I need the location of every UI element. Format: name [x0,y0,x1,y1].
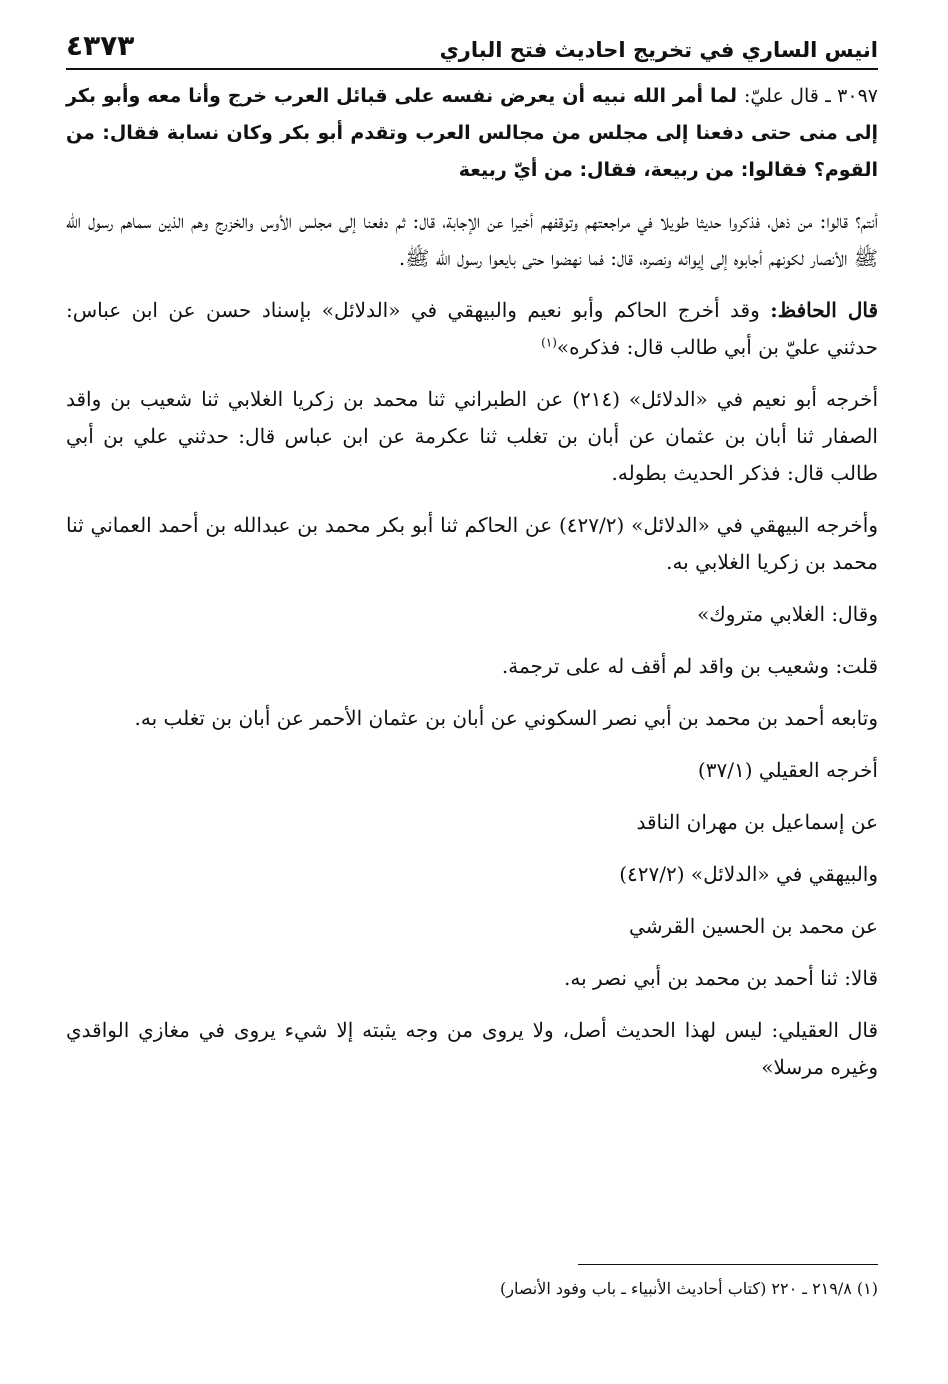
hafiz-text: وقد أخرج الحاكم وأبو نعيم والبيهقي في «الدلائل» بإسناد حسن عن ابن عباس: حدثني عليّ بن أبي طالب قال: فذكره» [66,298,878,359]
paragraph-7: وتابعه أحمد بن محمد بن أبي نصر السكوني عن أبان بن عثمان الأحمر عن أبان بن تغلب به. [134,706,878,730]
hadith-number: ٣٠٩٧ ـ قال عليّ: [743,85,878,107]
paragraph-5: وقال: الغلابي متروك» [697,602,878,626]
paragraph-3: أخرجه أبو نعيم في «الدلائل» (٢١٤) عن الطبراني ثنا محمد بن زكريا الغلابي ثنا شعيب بن واقد الصفار ثنا أبان بن عثمان عن أبان بن تغلب ثنا عكرمة عن ابن عباس قال: حدثني علي بن أبي طالب قال: فذكر الحديث بطوله. [66,387,878,485]
footnote-divider [578,1264,878,1265]
paragraph-6: قلت: وشعيب بن واقد لم أقف له على ترجمة. [501,654,878,678]
paragraph-10: والبيهقي في «الدلائل» (٤٢٧/٢) [619,862,878,886]
footnote-marker[interactable]: (١) [541,335,557,350]
hafiz-label: قال الحافظ: [770,298,879,322]
page-body [66,78,878,1086]
book-title: انيس الساري في تخريج احاديث فتح الباري [439,38,878,62]
running-header [66,24,878,70]
page-number: ٤٣٧٣ [66,29,135,62]
paragraph-9: عن إسماعيل بن مهران الناقد [636,810,878,834]
paragraph-8: أخرجه العقيلي (٣٧/١) [697,758,878,782]
hadith-paragraph [66,78,878,189]
paragraph-11: عن محمد بن الحسين القرشي [629,914,878,938]
paragraph-12: قالا: ثنا أحمد بن محمد بن أبي نصر به. [564,966,878,990]
paragraph-1: أنتم؟ قالوا: من ذهل، فذكروا حديثا طويلا في مراجعتهم وتوقفهم أخيرا عن الإجابة، قال: ثم دفعنا إلى مجلس الأوس والخزرج وهم الذين سماهم رسول الله ﷺ الأنصار لكونهم أجابوه إلى إيوائه ونصره، قال: فما نهضوا حتى بايعوا رسول الله ﷺ. [66,209,878,270]
book-page [66,24,878,1364]
paragraph-13: قال العقيلي: ليس لهذا الحديث أصل، ولا يروى من وجه يثبته إلا شيء يروى في مغازي الواقدي وغيره مرسلا» [66,1018,878,1079]
hadith-text: لما أمر الله نبيه أن يعرض نفسه على قبائل العرب خرج وأنا معه وأبو بكر إلى منى حتى دفعنا إلى مجلس من مجالس العرب وتقدم أبو بكر وكان نسابة فقال: من القوم؟ فقالوا: من ربيعة، فقال: من أيّ ربيعة [66,85,878,181]
footnote: (١) ٢١٩/٨ ـ ٢٢٠ (كتاب أحاديث الأنبياء ـ باب وفود الأنصار) [500,1279,878,1298]
paragraph-2 [66,292,878,366]
paragraph-4: وأخرجه البيهقي في «الدلائل» (٤٢٧/٢) عن الحاكم ثنا أبو بكر محمد بن عبدالله بن أحمد العماني ثنا محمد بن زكريا الغلابي به. [66,513,878,574]
